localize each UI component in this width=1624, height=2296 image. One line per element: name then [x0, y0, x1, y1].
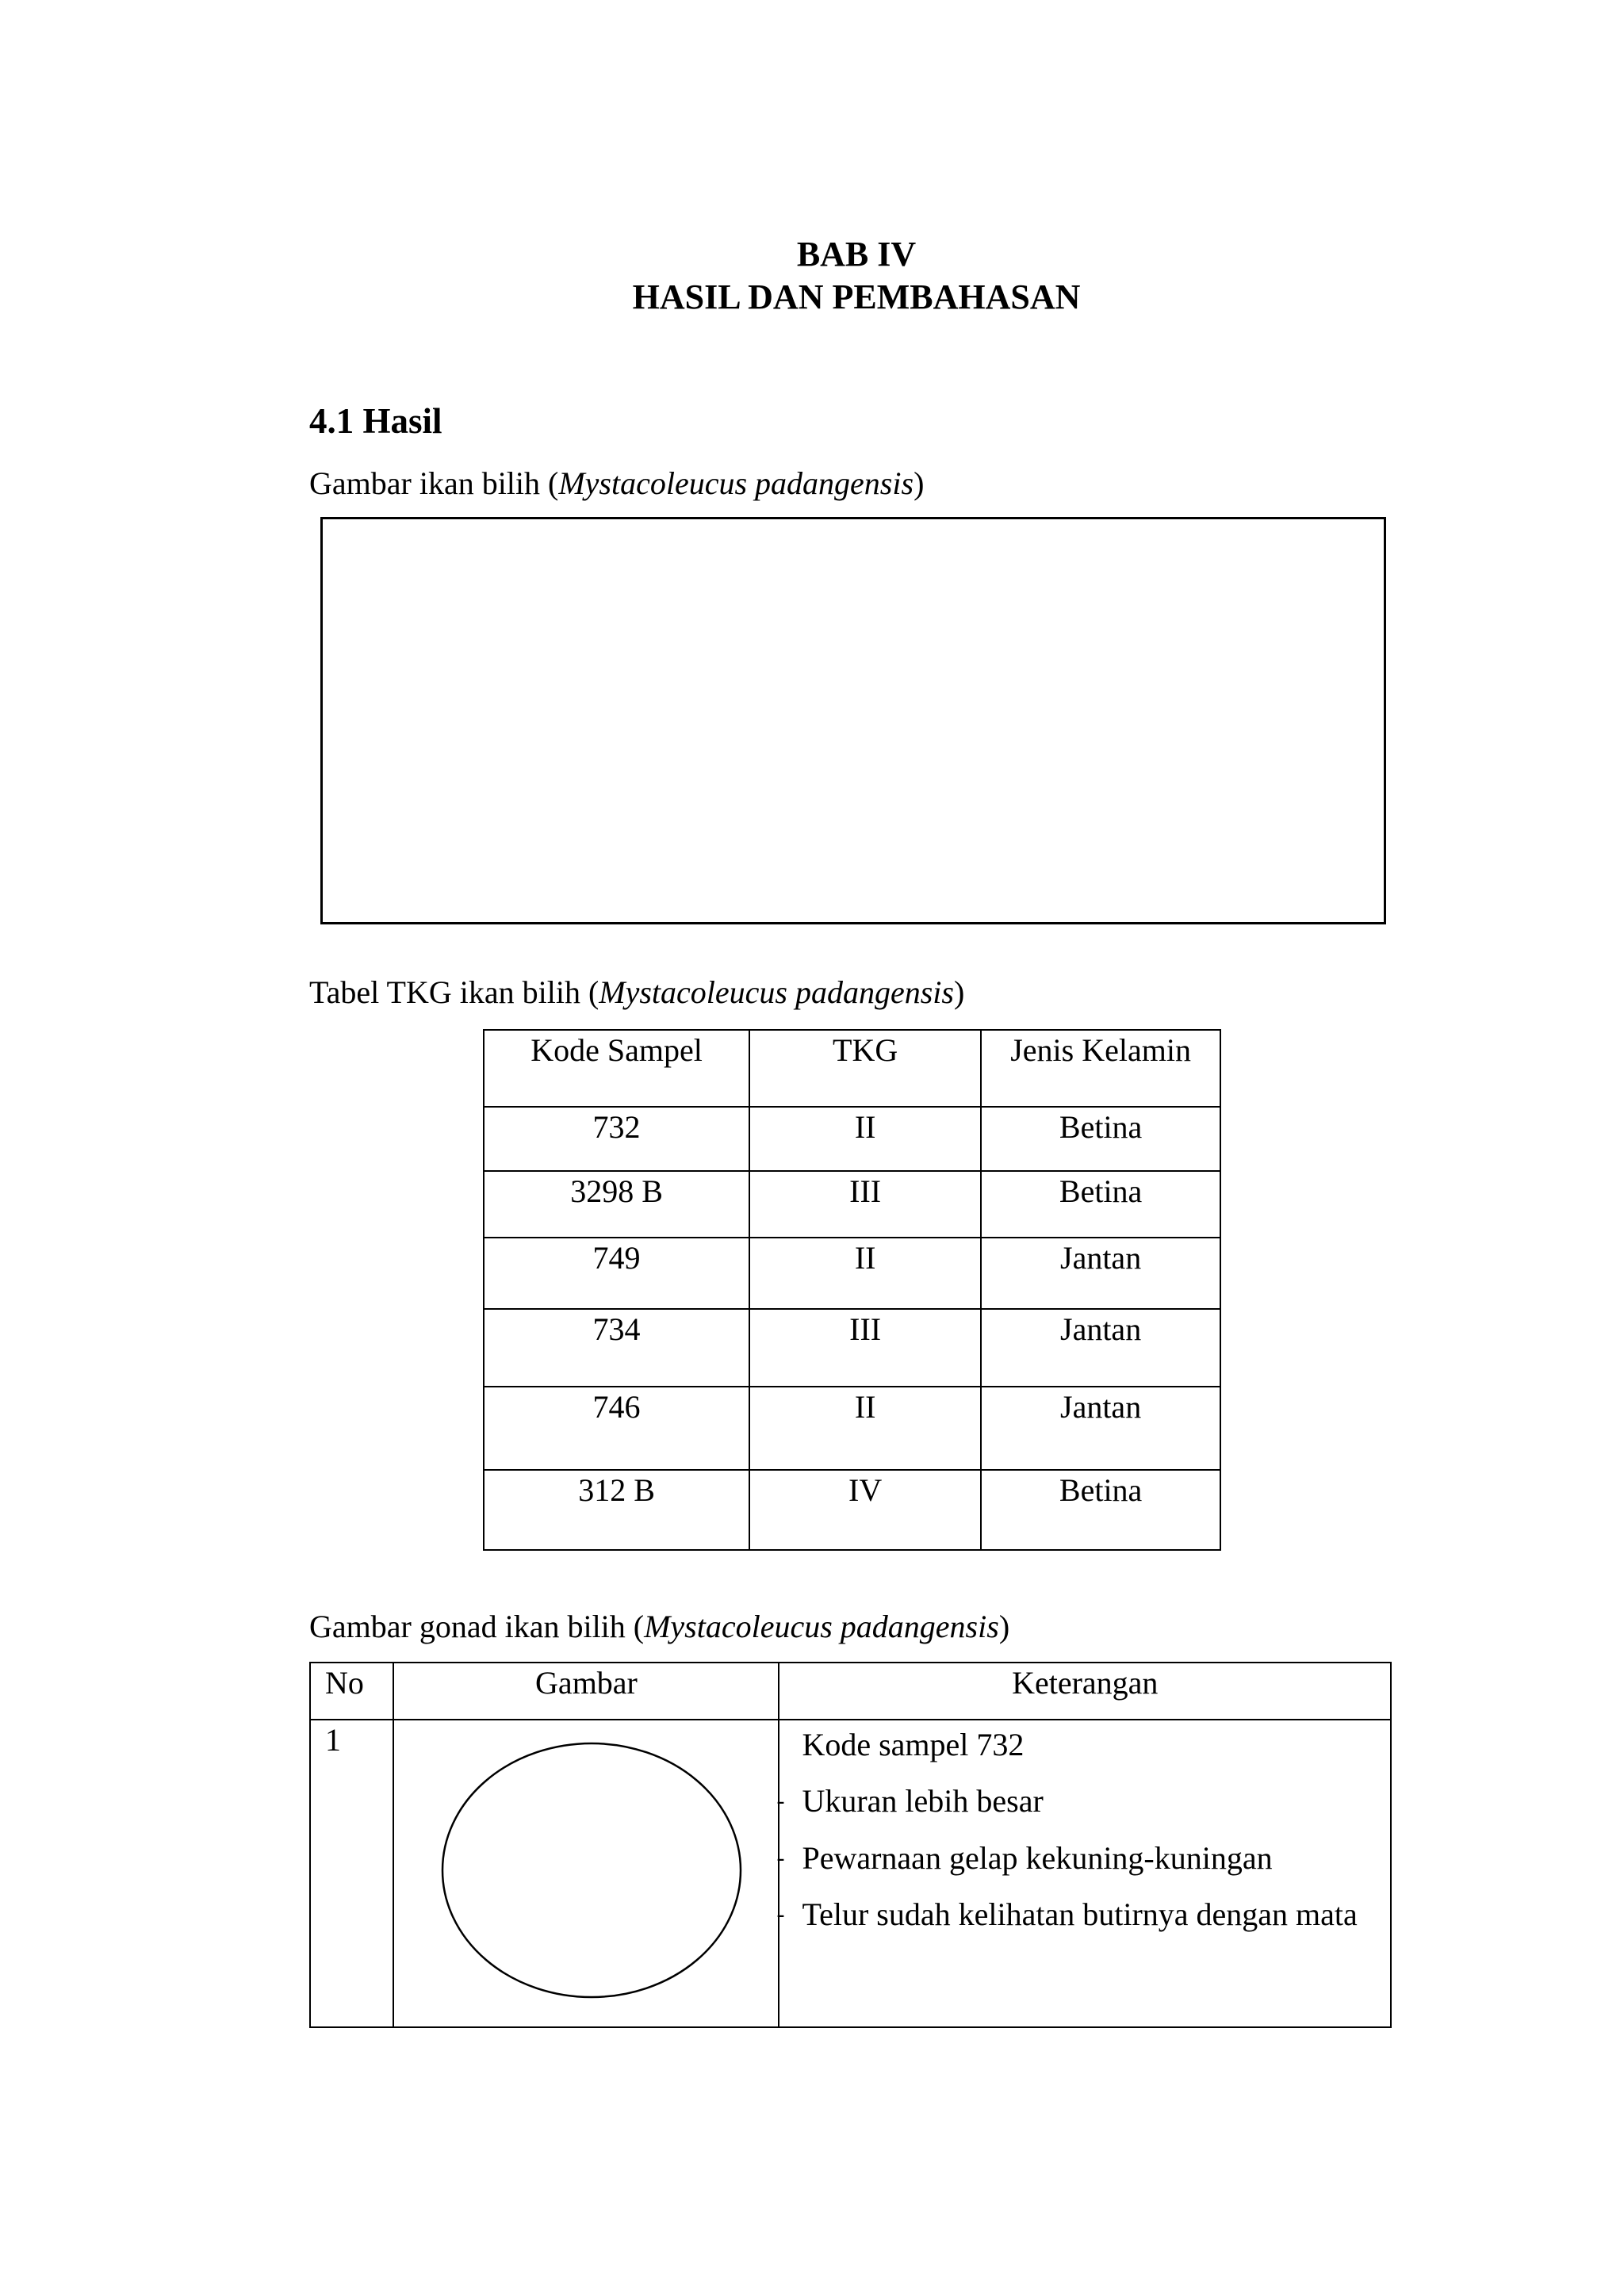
caption-text: Gambar gonad ikan bilih (	[309, 1609, 645, 1644]
gonad-image-placeholder	[394, 1720, 778, 2025]
cell-no: 1	[310, 1720, 393, 2027]
bullet-dash: -	[776, 1901, 785, 1927]
table-header-row	[484, 1030, 1220, 1107]
cell-kode-sampel: 312 B	[484, 1470, 749, 1550]
caption-text: Tabel TKG ikan bilih (	[309, 974, 599, 1010]
header-kode-sampel: Kode Sampel	[484, 1030, 749, 1107]
cell-tkg: III	[749, 1309, 981, 1387]
cell-gambar	[393, 1720, 779, 2027]
bullet-dash: -	[776, 1788, 785, 1814]
gonad-table	[309, 1662, 1392, 2028]
caption-text: )	[953, 974, 965, 1010]
section-heading: 4.1 Hasil	[309, 401, 442, 441]
cell-kode-sampel: 746	[484, 1387, 749, 1470]
caption-text: Gambar ikan bilih (	[309, 465, 559, 501]
table-row	[310, 1720, 1391, 2027]
fish-figure-caption	[309, 463, 924, 504]
header-keterangan: Keterangan	[779, 1663, 1391, 1720]
description-point: Pewarnaan gelap kekuning-kuningan	[802, 1840, 1273, 1876]
cell-kode-sampel: 749	[484, 1238, 749, 1309]
description-point: Ukuran lebih besar	[802, 1783, 1044, 1819]
table-row	[484, 1309, 1220, 1387]
header-no: No	[310, 1663, 393, 1720]
header-jenis-kelamin: Jenis Kelamin	[981, 1030, 1220, 1107]
cell-tkg: II	[749, 1387, 981, 1470]
cell-jenis-kelamin: Betina	[981, 1171, 1220, 1238]
description-point: Telur sudah kelihatan butirnya dengan mata	[802, 1896, 1358, 1932]
tkg-table	[483, 1029, 1221, 1551]
table-row	[484, 1470, 1220, 1550]
cell-kode-sampel: 3298 B	[484, 1171, 749, 1238]
chapter-number: BAB IV	[796, 235, 917, 274]
cell-keterangan	[776, 1720, 1391, 2027]
caption-text: )	[998, 1609, 1010, 1644]
cell-tkg: IV	[749, 1470, 981, 1550]
chapter-title: HASIL DAN PEMBAHASAN	[632, 277, 1081, 316]
table-row	[484, 1238, 1220, 1309]
header-tkg: TKG	[749, 1030, 981, 1107]
gonad-figure-caption	[309, 1606, 1009, 1647]
cell-tkg: III	[749, 1171, 981, 1238]
table-row	[484, 1171, 1220, 1238]
caption-text: )	[914, 465, 925, 501]
cell-tkg: II	[749, 1107, 981, 1171]
header-gambar: Gambar	[393, 1663, 779, 1720]
cell-jenis-kelamin: Jantan	[981, 1387, 1220, 1470]
bullet-dash: -	[776, 1845, 785, 1871]
cell-jenis-kelamin: Betina	[981, 1107, 1220, 1171]
fish-image-placeholder	[320, 517, 1386, 924]
cell-jenis-kelamin: Jantan	[981, 1309, 1220, 1387]
sample-code-line: Kode sampel 732	[802, 1727, 1025, 1762]
table-header-row	[310, 1663, 1391, 1720]
cell-jenis-kelamin: Jantan	[981, 1238, 1220, 1309]
cell-kode-sampel: 732	[484, 1107, 749, 1171]
cell-tkg: II	[749, 1238, 981, 1309]
tkg-table-caption	[309, 972, 964, 1013]
species-name: Mystacoleucus padangensis	[644, 1609, 999, 1644]
cell-kode-sampel: 734	[484, 1309, 749, 1387]
species-name: Mystacoleucus padangensis	[599, 974, 954, 1010]
table-row	[484, 1107, 1220, 1171]
table-row	[484, 1387, 1220, 1470]
species-name: Mystacoleucus padangensis	[558, 465, 914, 501]
cell-jenis-kelamin: Betina	[981, 1470, 1220, 1550]
keterangan-content	[776, 1720, 1390, 2025]
